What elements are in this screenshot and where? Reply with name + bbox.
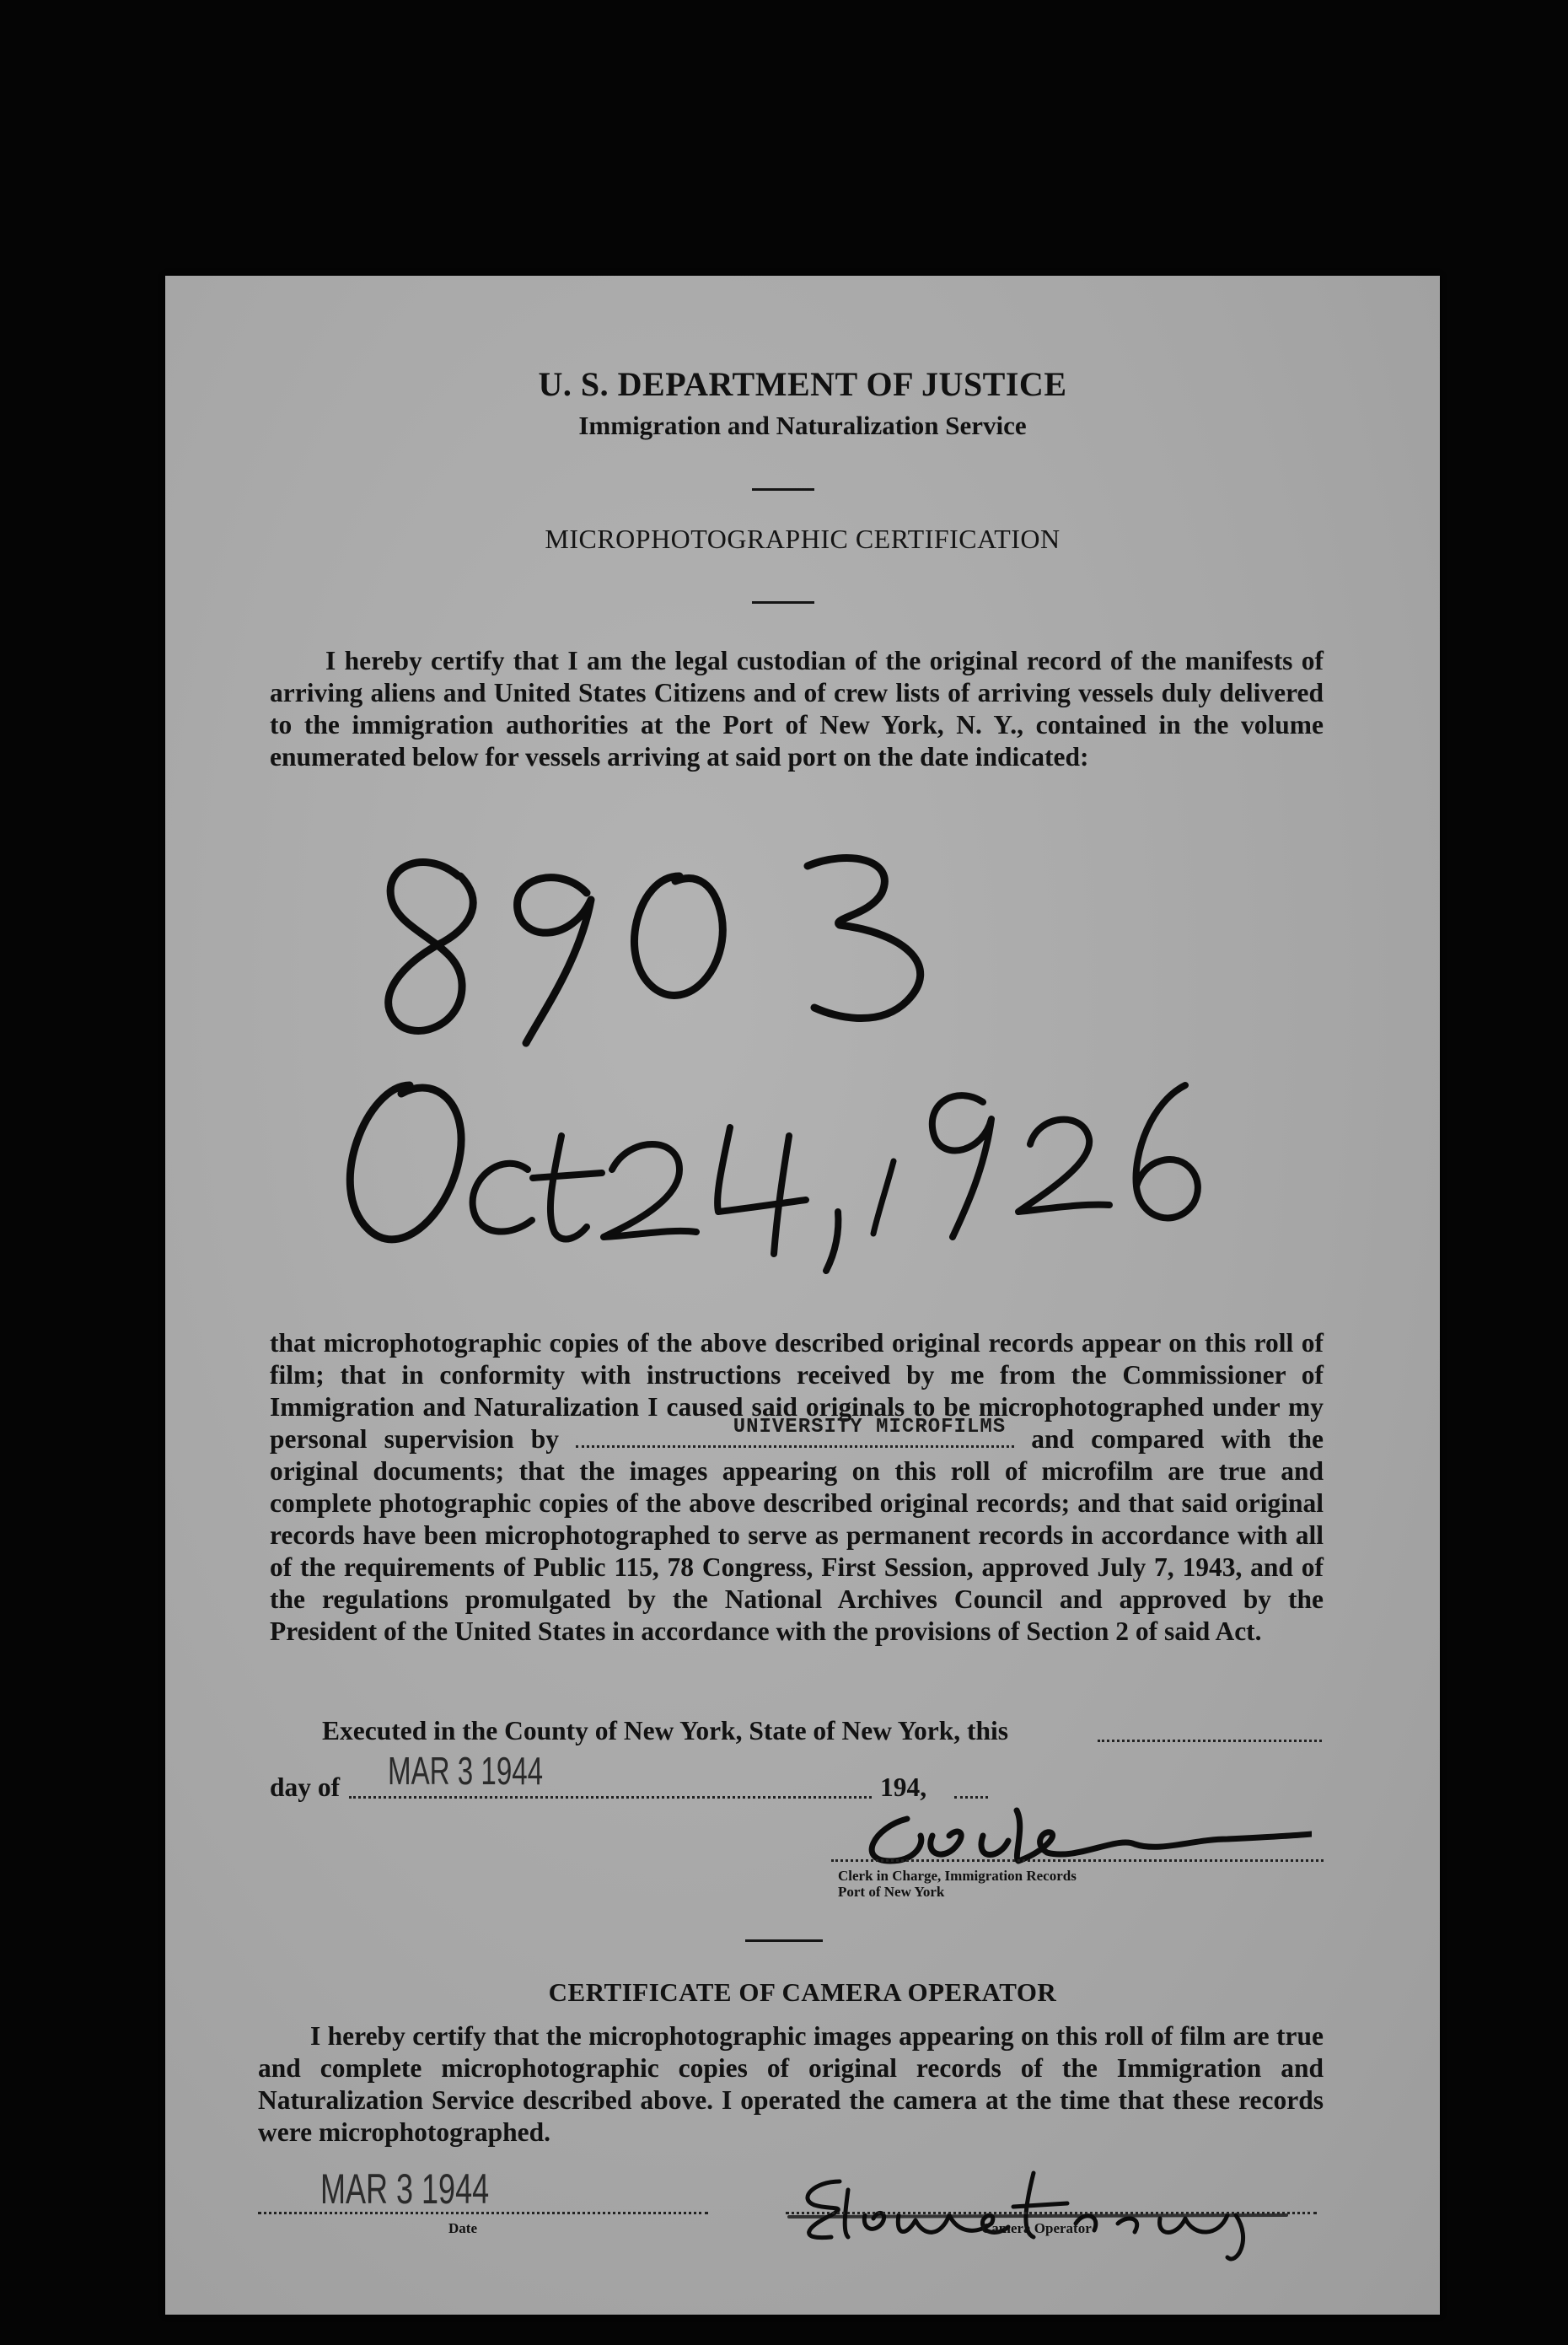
service-subheading: Immigration and Naturalization Service [578,411,1027,440]
certification-body [270,1327,1324,1648]
camera-section-divider [745,1939,823,1942]
camera-operator-title: CERTIFICATE OF CAMERA OPERATOR [548,1977,1057,2007]
day-of-line [349,1796,872,1799]
contractor-name: UNIVERSITY MICROFILMS [733,1416,1007,1439]
clerk-title: Clerk in Charge, Immigration Records [838,1868,1077,1884]
camera-operator-line [786,2212,1317,2214]
year-prefix: 194, [880,1772,927,1802]
clerk-location: Port of New York [838,1884,945,1900]
clerk-signature-line [831,1859,1324,1862]
executed-day-line [1098,1740,1322,1742]
date-stamp-executed: MAR 3 1944 [388,1749,544,1793]
contractor-fill-line [576,1416,1014,1448]
body-rest-text: and compared with the original documents; that the images appearing on this roll of microfilm are true and complete photographic copies of the above described original records; and that said original records have been microphotographed to serve as permanent records in accordance with all of the requirements of Public 115, 78 Congress, First Session, approved July 7, 1943, and of the regulations promulgated by the National Archives Council and approved by the President of the United States in accordance with the provisions of Section 2 of said Act. [270,1424,1324,1646]
camera-operator-signature [781,2156,1303,2266]
camera-date-line [258,2212,708,2214]
camera-operator-label: Camera Operator [981,2220,1092,2236]
intro-paragraph: I hereby certify that I am the legal custodian of the original record of the manifests of arriving aliens and United States Citizens and of crew lists of arriving vessels duly delivered to the immigration authorities at the Port of New York, N. Y., contained in the volume enumerated below for vessels arriving at said port on the date indicated: [270,646,1324,772]
header-divider [752,488,814,491]
body-lead-text: that microphotographic copies of the above described original records appear on this roll of film; that in conformity with instructions received by me from the Commissioner of Immigration and Naturalization I caused said originals to be microphotographed under my personal supervision by [270,1328,1324,1454]
executed-text: Executed in the County of New York, State of New York, this [322,1716,1009,1745]
day-of-label: day of [270,1772,341,1802]
certificate-sheet [165,276,1440,2315]
title-divider [752,601,814,604]
camera-date-label: Date [448,2220,477,2236]
date-stamp-camera: MAR 3 1944 [320,2165,490,2213]
certification-title: MICROPHOTOGRAPHIC CERTIFICATION [545,524,1061,554]
handwritten-date [350,1085,1198,1271]
handwritten-volume-number [389,858,921,1043]
handwritten-entries [334,815,1261,1338]
department-heading: U. S. DEPARTMENT OF JUSTICE [538,365,1067,403]
executed-statement [322,1716,1008,1746]
camera-operator-paragraph: I hereby certify that the microphotographic images appearing on this roll of film are true and complete microphotographic copies of original records of the Immigration and Naturalization Service described above. I operated the camera at the time that these records were microphotographed. [258,2021,1324,2147]
